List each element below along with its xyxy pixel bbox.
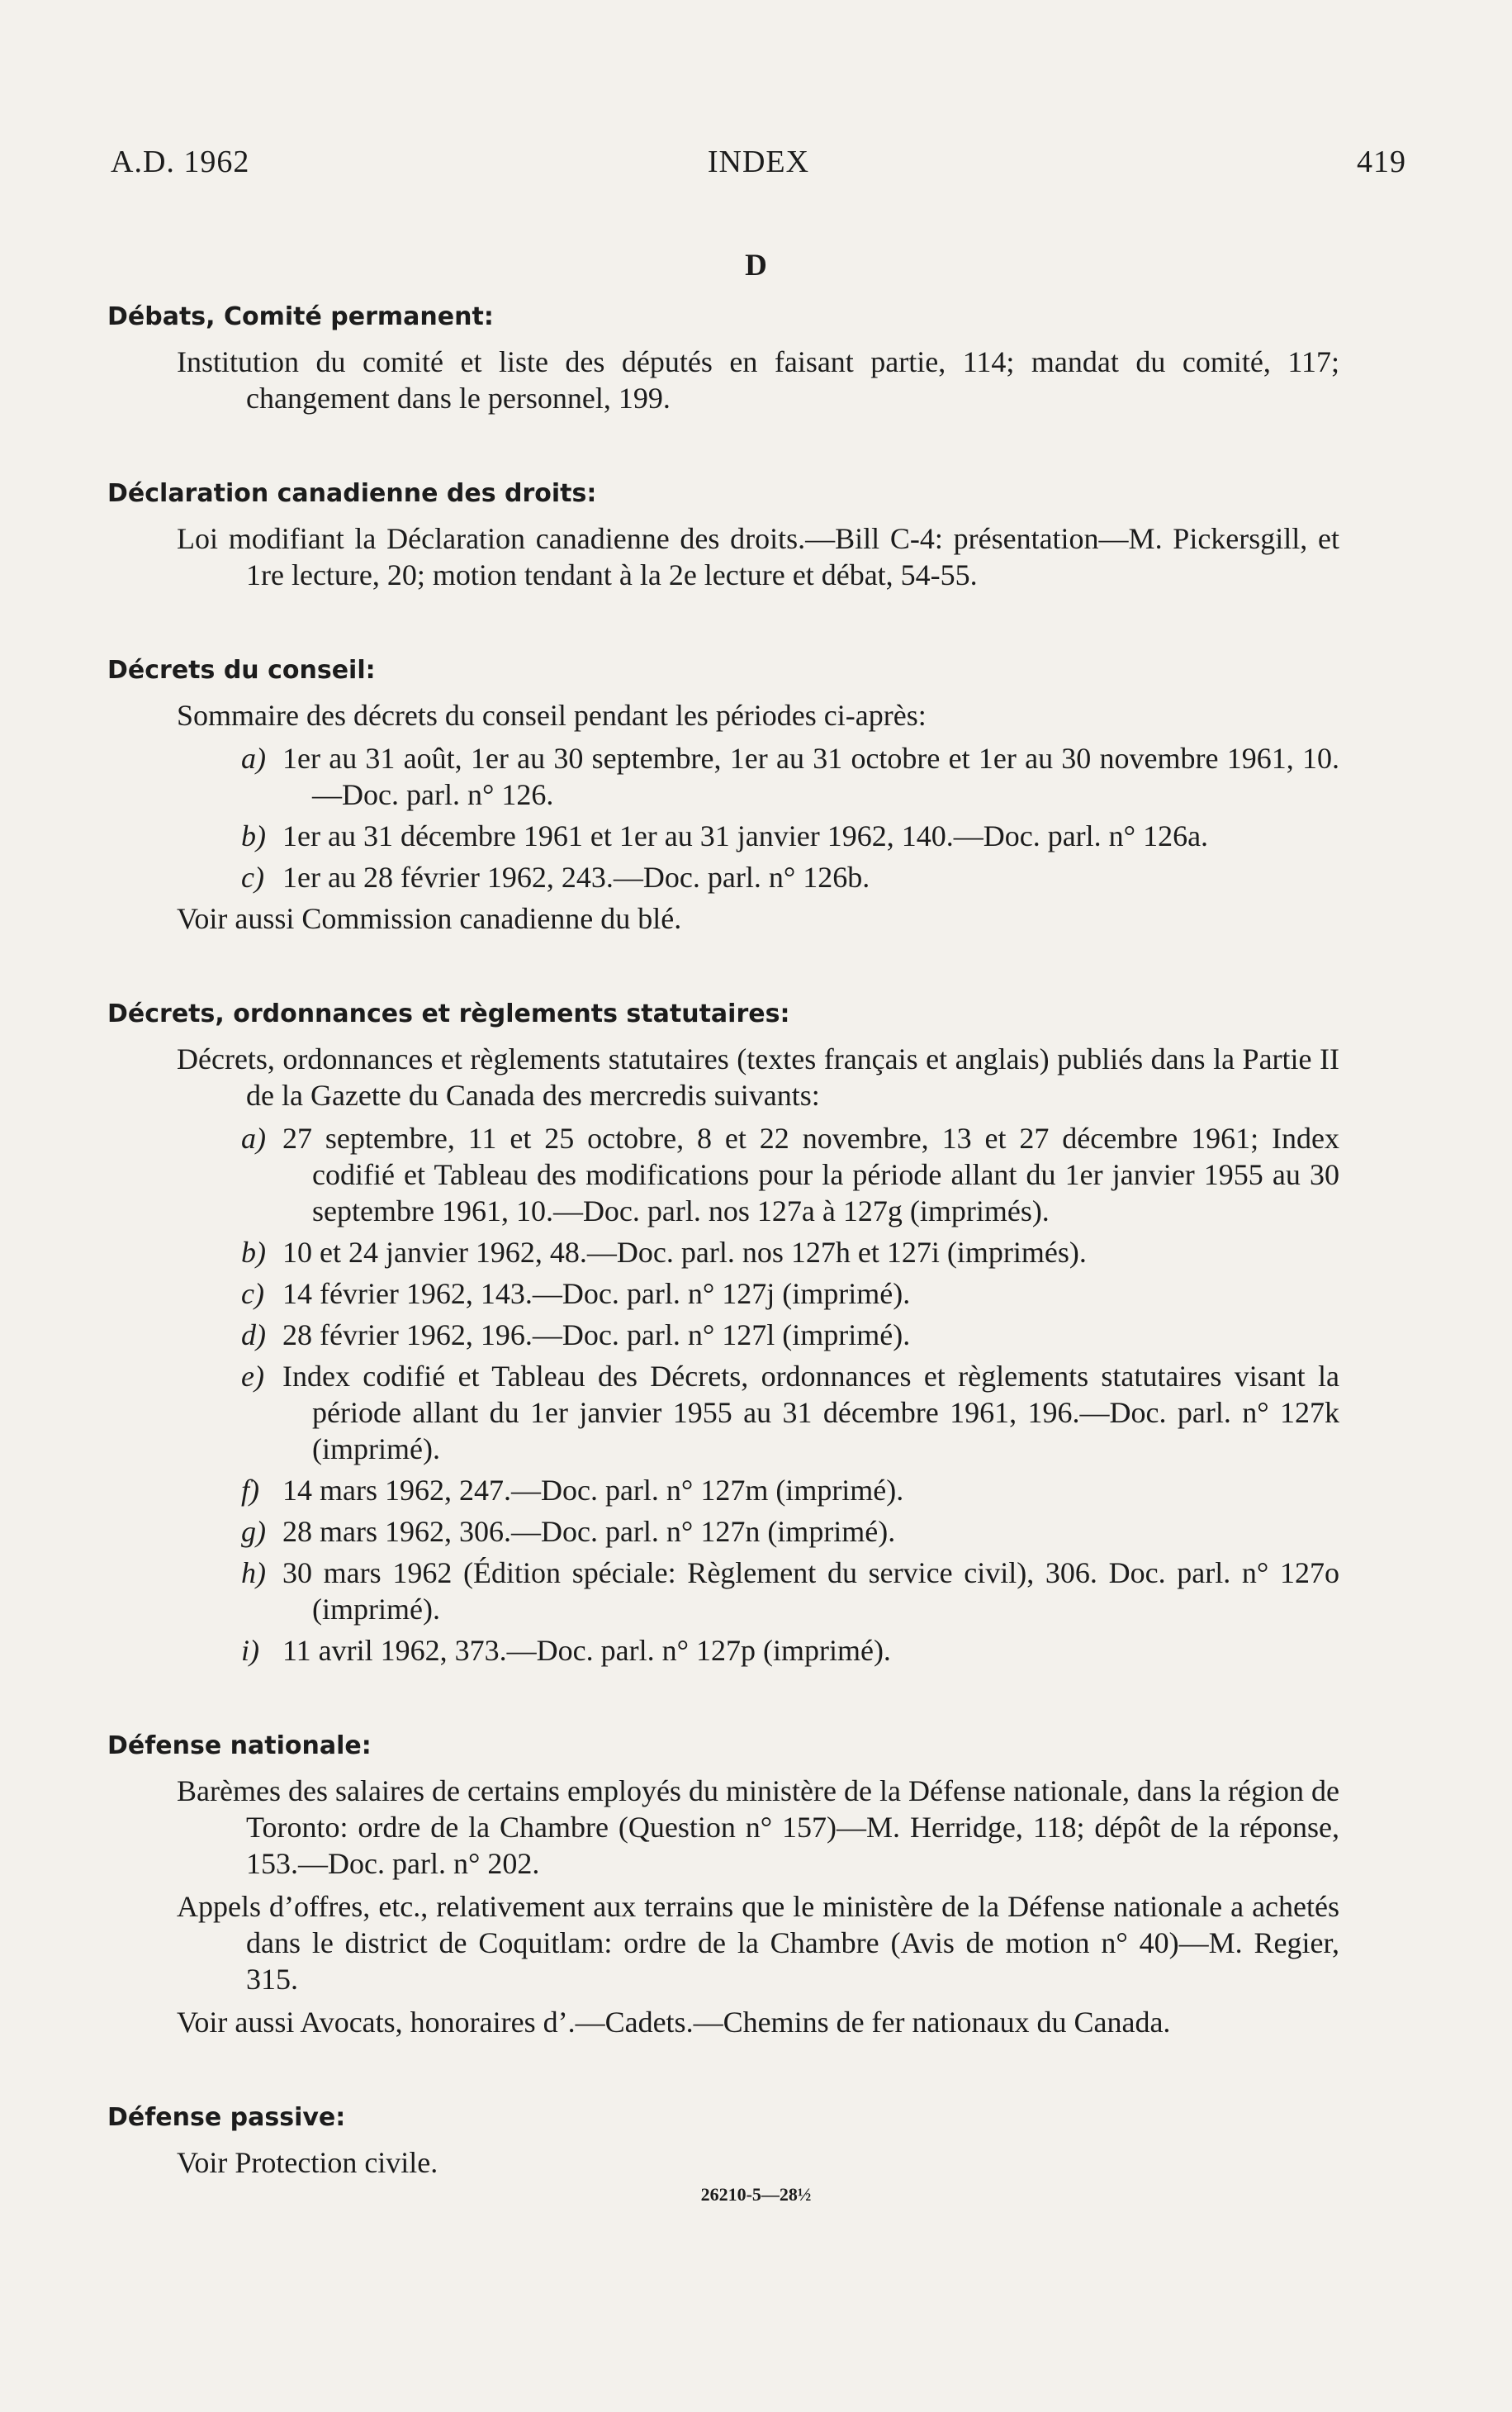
sub-item-text: Index codifié et Tableau des Décrets, ordonnances et règlements statutaires visant la période allant du 1er janvier 1955 au 31 décembre 1961, 196.—Doc. parl. n° 127k (imprimé). [282, 1360, 1339, 1465]
entry-text: Voir aussi Commission canadienne du blé. [177, 902, 682, 935]
sub-item [107, 1275, 1339, 1312]
sub-item [107, 1472, 1339, 1508]
entry-heading: Décrets du conseil: [107, 656, 376, 685]
sub-item-label: i) [241, 1634, 259, 1667]
sub-item-text: 28 février 1962, 196.—Doc. parl. n° 127l (imprimé). [282, 1318, 911, 1351]
sub-item [107, 818, 1339, 854]
entry-text: Voir aussi Avocats, honoraires d’.—Cadets.—Chemins de fer nationaux du Canada. [177, 2006, 1171, 2039]
sub-item [107, 1632, 1339, 1669]
sub-item-label: h) [241, 1556, 266, 1589]
entry-text: Barèmes des salaires de certains employés du ministère de la Défense nationale, dans la région de Toronto: ordre de la Chambre (Question n° 157)—M. Herridge, 118; dépôt de la réponse, 153.—Doc. parl. n° 202. [177, 1774, 1339, 1880]
header-year: A.D. 1962 [111, 145, 250, 179]
sub-item-text: 14 février 1962, 143.—Doc. parl. n° 127j (imprimé). [282, 1277, 911, 1310]
entry-text: Loi modifiant la Déclaration canadienne des droits.—Bill C-4: présentation—M. Pickersgill, et 1re lecture, 20; motion tendant à la 2e lecture et débat, 54-55. [177, 522, 1339, 591]
entry-heading: Décrets, ordonnances et règlements statutaires: [107, 999, 790, 1028]
sub-item [107, 1234, 1339, 1270]
entry-heading: Défense nationale: [107, 1731, 372, 1760]
sub-item-label: c) [241, 861, 264, 894]
index-entry [107, 476, 1339, 593]
sub-item-text: 28 mars 1962, 306.—Doc. parl. n° 127n (imprimé). [282, 1515, 896, 1548]
entry-heading: Débats, Comité permanent: [107, 302, 494, 331]
index-entry [107, 653, 1339, 937]
printer-folio: 26210-5—28½ [700, 2184, 812, 2205]
sub-item [107, 1513, 1339, 1550]
header-title: INDEX [707, 145, 810, 179]
index-entries [107, 299, 1339, 2187]
sub-item-text: 27 septembre, 11 et 25 octobre, 8 et 22 novembre, 13 et 27 décembre 1961; Index codifié et Tableau des modifications pour la période allant du 1er janvier 1955 au 30 septembre 1961, 10.—Doc. parl. nos 127a à 127g (imprimés). [282, 1122, 1339, 1227]
sub-item-text: 14 mars 1962, 247.—Doc. parl. n° 127m (imprimé). [282, 1474, 904, 1507]
sub-item-label: b) [241, 819, 266, 852]
sub-item-label: f) [241, 1474, 259, 1507]
sub-item-text: 1er au 31 août, 1er au 30 septembre, 1er au 31 octobre et 1er au 30 novembre 1961, 10.—Doc. parl. n° 126. [282, 742, 1339, 811]
section-letter: D [745, 249, 767, 283]
sub-item-text: 11 avril 1962, 373.—Doc. parl. n° 127p (imprimé). [282, 1634, 891, 1667]
index-entry [107, 1728, 1339, 2040]
page-number: 419 [1357, 145, 1406, 179]
entry-heading: Déclaration canadienne des droits: [107, 479, 597, 508]
sub-item [107, 1555, 1339, 1627]
entry-text: Sommaire des décrets du conseil pendant les périodes ci-après: [177, 699, 927, 732]
index-entry [107, 299, 1339, 416]
sub-item-label: e) [241, 1360, 264, 1393]
index-entry [107, 2100, 1339, 2181]
sub-item [107, 1358, 1339, 1467]
entry-text: Décrets, ordonnances et règlements statutaires (textes français et anglais) publiés dans la Partie II de la Gazette du Canada des mercredis suivants: [177, 1042, 1339, 1112]
sub-item [107, 740, 1339, 813]
sub-item-label: b) [241, 1236, 266, 1269]
sub-item [107, 859, 1339, 895]
entry-heading: Défense passive: [107, 2103, 346, 2132]
sub-item-label: g) [241, 1515, 266, 1548]
index-entry [107, 996, 1339, 1669]
sub-item-label: d) [241, 1318, 266, 1351]
sub-item-text: 1er au 28 février 1962, 243.—Doc. parl. n° 126b. [282, 861, 870, 894]
sub-item-text: 10 et 24 janvier 1962, 48.—Doc. parl. nos 127h et 127i (imprimés). [282, 1236, 1087, 1269]
entry-text: Appels d’offres, etc., relativement aux terrains que le ministère de la Défense nationale a achetés dans le district de Coquitlam: ordre de la Chambre (Avis de motion n° 40)—M. Regier, 315. [177, 1890, 1339, 1996]
entry-text: Institution du comité et liste des députés en faisant partie, 114; mandat du comité, 117; changement dans le personnel, 199. [177, 345, 1339, 415]
sub-item [107, 1120, 1339, 1229]
sub-item-label: c) [241, 1277, 264, 1310]
sub-item [107, 1317, 1339, 1353]
entry-text: Voir Protection civile. [177, 2146, 438, 2179]
sub-item-label: a) [241, 742, 266, 775]
sub-item-label: a) [241, 1122, 266, 1155]
sub-item-text: 1er au 31 décembre 1961 et 1er au 31 janvier 1962, 140.—Doc. parl. n° 126a. [282, 819, 1209, 852]
running-header [111, 144, 1406, 185]
sub-item-text: 30 mars 1962 (Édition spéciale: Règlement du service civil), 306. Doc. parl. n° 127o (imprimé). [282, 1556, 1339, 1626]
